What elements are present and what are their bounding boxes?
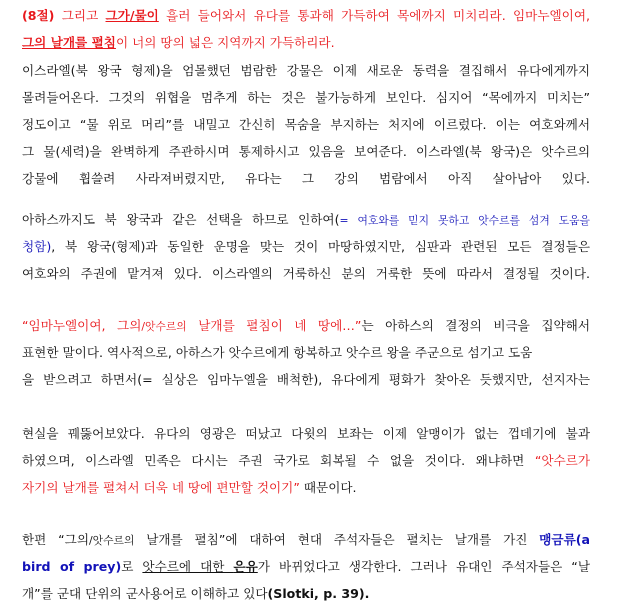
paragraph2-line-7: 자기의 날개를 펼쳐서 더욱 네 땅에 편만할 것이기” 때문이다.: [22, 480, 357, 495]
verse-line-1: (8절) 그리고 그가/물이 흘러 들어와서 유다를 통과해 가득하여 목에까지 미치리라. 임마누엘이여,: [22, 8, 590, 23]
paragraph2-line-5: 현실을 꿰뚫어보았다. 유다의 영광은 떠났고 다윗의 보좌는 이제 알맹이가 없는 껍데기에 불과: [22, 426, 590, 441]
commentary-line-8: 청함), 북 왕국(형제)과 동일한 운명을 맞는 것이 마땅하였지만, 심판과 관련된 모든 결정들은: [22, 239, 590, 254]
commentary-line-2: 몰려들어온다. 그것의 위협을 멈추게 하는 것은 불가능하게 보인다. 심지어 “목에까지 미치는”: [22, 90, 590, 105]
paragraph2-line-6: 하였으며, 이스라엘 민족은 다시는 주권 국가로 회복될 수 없을 것이다. 왜냐하면 “앗수르가: [22, 453, 590, 468]
paragraph3-line-3: 개”를 군대 단위의 군사용어로 이해하고 있다(Slotki, p. 39).: [22, 586, 370, 601]
paragraph3-line-2: bird of prey)로 앗수르에 대한 은유가 바뀌었다고 생각한다. 그러나 유대인 주석자들은 “날: [22, 559, 590, 574]
verse-line-2: 그의 날개를 펼침이 너의 땅의 넓은 지역까지 가득하리라.: [22, 35, 335, 50]
bold-term-raptor: 맹금류(a: [539, 532, 590, 547]
commentary-line-5: 강물에 휩쓸려 사라져버렸지만, 유다는 그 강의 범람에서 아직 살아남아 있다.: [22, 171, 590, 186]
commentary-line-3: 정도이고 “물 위로 머리”를 내밀고 간신히 목숨을 부지하는 처지에 이르렀다. 이는 여호와께서: [22, 117, 590, 132]
citation-slotki: (Slotki, p. 39).: [267, 586, 370, 601]
verse-number: (8절): [22, 8, 55, 23]
paragraph2-line-1: “임마누엘이여, 그의/앗수르의 날개를 펼침이 네 땅에…”는 아하스의 결정의 비극을 집약해서: [22, 318, 590, 333]
paragraph2-line-3: 을 받으려고 하면서(= 실상은 임마누엘을 배척한), 유다에게 평화가 찾아온 듯했지만, 선지자는: [22, 372, 590, 387]
bold-term-metaphor: 은유: [233, 559, 258, 574]
blue-note: = 여호와를 믿지 못하고 앗수르를 섬겨 도움을: [339, 214, 590, 227]
commentary-line-1: 이스라엘(북 왕국 형제)을 엄몰했던 범람한 강물은 이제 새로운 동력을 결집해서 유다에게까지: [22, 63, 590, 78]
paragraph2-line-4: [22, 397, 590, 417]
commentary-line-4: 그 물(세력)을 완벽하게 주관하시며 통제하시고 있음을 보여준다. 이스라엘(북 왕국)은 앗수르의: [22, 144, 590, 159]
paragraph3-line-1: 한편 “그의/앗수르의 날개를 펼침”에 대하여 현대 주석자들은 펼치는 날개를 가진 맹금류(a: [22, 532, 590, 547]
commentary-line-7: 아하스까지도 북 왕국과 같은 선택을 하므로 인하여(= 여호와를 믿지 못하고 앗수르를 섬겨 도움을: [22, 212, 590, 227]
verse-highlight-water: 그가/물이: [105, 8, 159, 23]
verse-highlight-wings: 그의 날개를 펼침: [22, 35, 116, 50]
commentary-line-9: 여호와의 주권에 맡겨져 있다. 이스라엘의 거룩하신 분의 거룩한 뜻에 따라서 결정될 것이다.: [22, 266, 590, 281]
paragraph2-line-2: 표현한 말이다. 역사적으로, 아하스가 앗수르에게 항복하고 앗수르 왕을 주군으로 섬기고 도움: [22, 345, 533, 360]
